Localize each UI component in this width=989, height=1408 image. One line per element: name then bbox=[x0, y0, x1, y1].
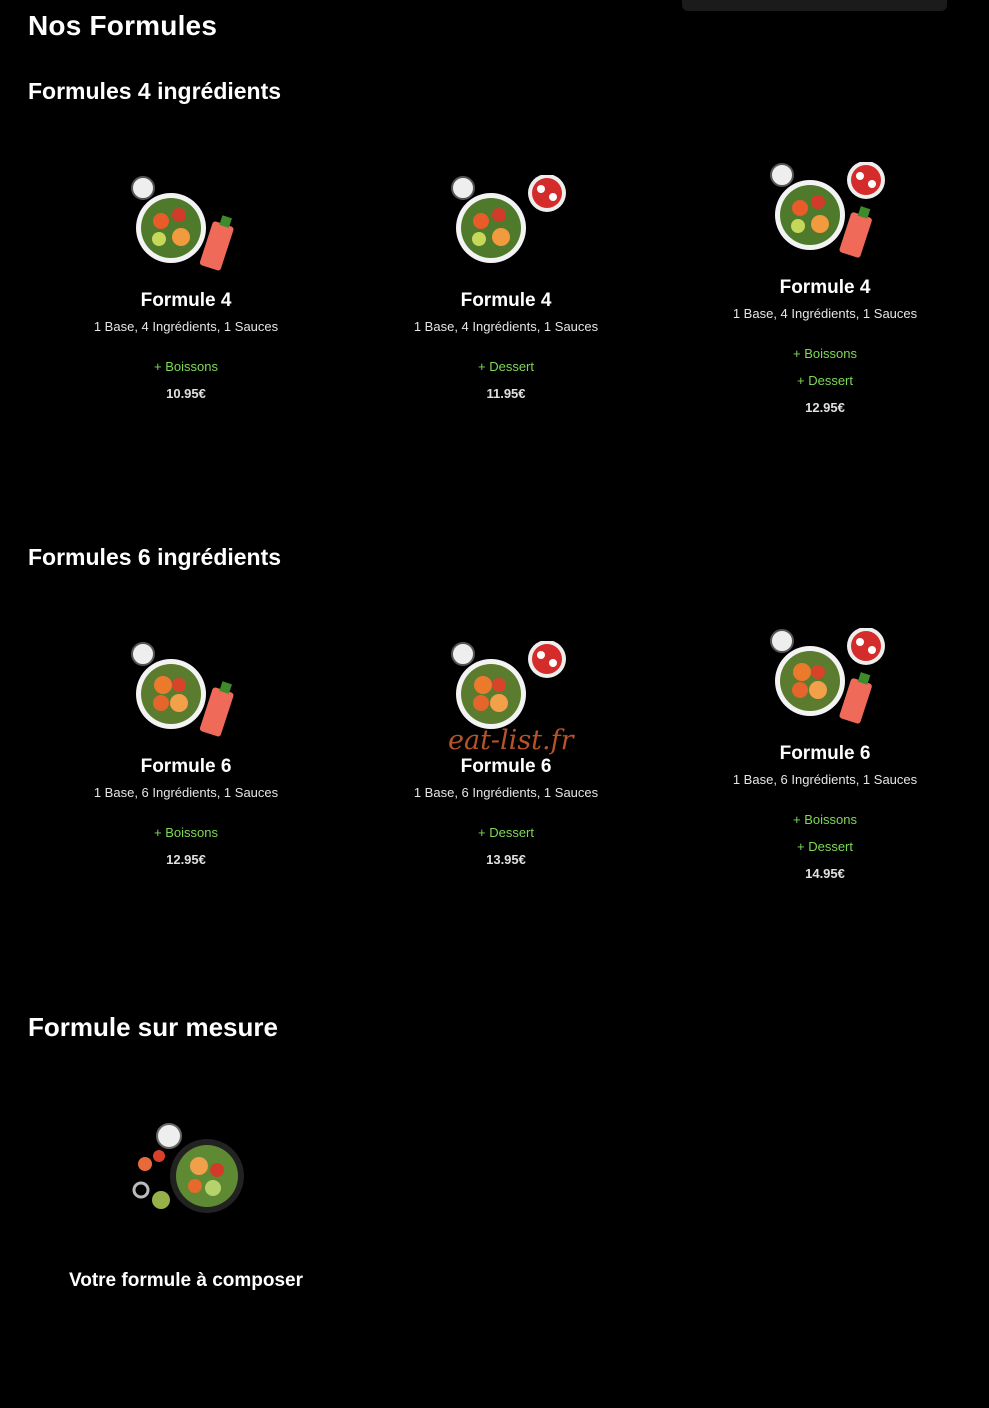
formule-description: 1 Base, 6 Ingrédients, 1 Sauces bbox=[732, 772, 918, 787]
formule-name: Formule 4 bbox=[460, 290, 552, 311]
bowl-drink-dessert-image bbox=[760, 162, 890, 272]
formule-name: Formule 6 bbox=[779, 743, 871, 764]
formule-card[interactable] bbox=[36, 175, 336, 401]
section-title-6: Formules 6 ingrédients bbox=[28, 544, 282, 570]
formule-extra: + Dessert bbox=[797, 373, 853, 388]
formule-description: 1 Base, 4 Ingrédients, 1 Sauces bbox=[413, 319, 599, 334]
formule-price: 12.95€ bbox=[805, 400, 845, 415]
formule-card[interactable] bbox=[675, 628, 975, 881]
formule-extra: + Dessert bbox=[478, 825, 534, 840]
formule-price: 12.95€ bbox=[166, 852, 206, 867]
formule-name: Formule 4 bbox=[779, 277, 871, 298]
formule-extra: + Boissons bbox=[154, 825, 218, 840]
custom-formule-card[interactable] bbox=[36, 1120, 336, 1292]
formule-card[interactable] bbox=[36, 641, 336, 867]
bowl-dessert-image bbox=[441, 175, 571, 285]
formule-description: 1 Base, 4 Ingrédients, 1 Sauces bbox=[93, 319, 279, 334]
top-bar bbox=[682, 0, 947, 11]
formule-name: Formule 4 bbox=[140, 290, 232, 311]
section-title-custom: Formule sur mesure bbox=[28, 1012, 278, 1042]
formule-price: 11.95€ bbox=[486, 386, 526, 401]
formule-extra: + Boissons bbox=[793, 812, 857, 827]
bowl-drink-dessert-image bbox=[760, 628, 890, 738]
formule-price: 13.95€ bbox=[486, 852, 526, 867]
formule-card[interactable] bbox=[356, 175, 656, 401]
formule-name: Formule 6 bbox=[460, 756, 552, 777]
watermark-text: eat-list.fr bbox=[448, 725, 574, 756]
formule-extra: + Boissons bbox=[154, 359, 218, 374]
formule-extra: + Dessert bbox=[797, 839, 853, 854]
formule-extra: + Dessert bbox=[478, 359, 534, 374]
bowl-drink-image bbox=[121, 641, 251, 751]
section-title-4: Formules 4 ingrédients bbox=[28, 78, 282, 104]
formule-price: 14.95€ bbox=[805, 866, 845, 881]
formule-extra: + Boissons bbox=[793, 346, 857, 361]
custom-formule-name: Votre formule à composer bbox=[68, 1270, 304, 1291]
custom-bowl-image bbox=[121, 1120, 251, 1220]
formule-description: 1 Base, 6 Ingrédients, 1 Sauces bbox=[93, 785, 279, 800]
page-title: Nos Formules bbox=[28, 10, 218, 41]
formule-card[interactable] bbox=[675, 162, 975, 415]
formule-name: Formule 6 bbox=[140, 756, 232, 777]
bowl-drink-image bbox=[121, 175, 251, 285]
formule-description: 1 Base, 6 Ingrédients, 1 Sauces bbox=[413, 785, 599, 800]
formule-price: 10.95€ bbox=[166, 386, 206, 401]
formule-description: 1 Base, 4 Ingrédients, 1 Sauces bbox=[732, 306, 918, 321]
